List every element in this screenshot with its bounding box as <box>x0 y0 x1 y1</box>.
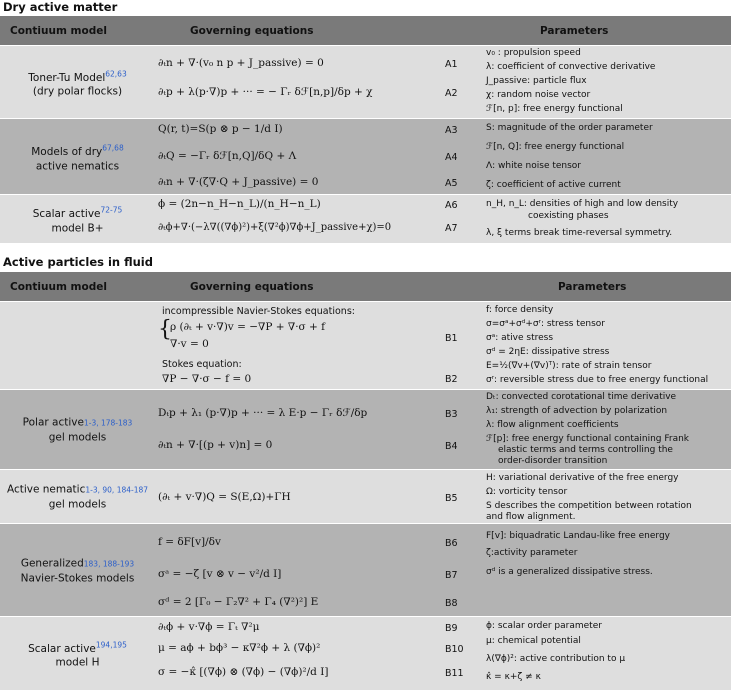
parameter: order-disorder transition <box>498 456 608 466</box>
equation-label: A3 <box>445 125 458 136</box>
parameter: coexisting phases <box>528 211 609 221</box>
parameter: v₀ : propulsion speed <box>486 48 581 58</box>
equation-label: A2 <box>445 88 458 99</box>
equation: { ρ (∂ₜ + v·∇)v = −∇P + ∇·σ + f <box>158 317 326 342</box>
parameter: Dₜ: convected corotational time derivative <box>486 392 677 402</box>
model-name: Polar active1-3, 178-183 gel models <box>22 416 133 444</box>
parameter: n_H, n_L: densities of high and low density <box>486 199 679 209</box>
parameter: S describes the competition between rotation <box>486 501 692 511</box>
equation-label: A5 <box>445 178 458 189</box>
parameter: λ: coefficient of convective derivative <box>486 62 656 72</box>
parameter: H: variational derivative of the free energy <box>486 473 679 483</box>
equation-caption: incompressible Navier-Stokes equations: <box>162 306 355 317</box>
equation: ∂ₜϕ + v·∇ϕ = Γₜ ∇²μ <box>158 621 260 633</box>
section-title-dry: Dry active matter <box>3 0 118 14</box>
equation-label: B10 <box>445 644 464 655</box>
table-row <box>0 118 731 195</box>
parameter: ϕ: scalar order parameter <box>486 621 602 631</box>
equation-label: B7 <box>445 570 458 581</box>
header-model: Contiuum model <box>10 24 107 37</box>
table-row <box>0 523 731 617</box>
parameter: elastic terms and terms controlling the <box>498 445 673 455</box>
equation: Dₜp + λ₁ (p·∇)p + ··· = λ E·p − Γᵣ δℱ/δp <box>158 407 368 419</box>
header-model: Contiuum model <box>10 280 107 293</box>
section-title-fluid: Active particles in fluid <box>3 255 153 269</box>
equation: ∇·v = 0 <box>170 338 209 350</box>
equation-label: B8 <box>445 598 458 609</box>
table-row <box>0 469 731 524</box>
parameter: σʳ: reversible stress due to free energy functional <box>486 375 709 385</box>
model-name: Scalar active$^{194,195}$ model H <box>28 639 127 669</box>
parameter: Ω: vorticity tensor <box>486 487 568 497</box>
equation-label: A4 <box>445 152 458 163</box>
equation: ϕ = (2n−n_H−n_L)/(n_H−n_L) <box>158 198 321 210</box>
parameter: κ̂ = κ+ζ ≠ κ <box>486 672 541 682</box>
header-parameters: Parameters <box>558 280 627 293</box>
equation-label: B3 <box>445 409 458 420</box>
parameter: and flow alignment. <box>486 512 576 522</box>
parameter: μ: chemical potential <box>486 636 581 646</box>
equation-label: B1 <box>445 333 458 344</box>
parameter: λ(∇ϕ)²: active contribution to μ <box>486 654 626 664</box>
parameter: ζ: coefficient of active current <box>486 180 621 190</box>
model-name: Active nematic1-3, 90, 184-187 gel models <box>6 483 149 511</box>
equation: ∂ₜϕ+∇·(−λ∇((∇ϕ)²)+ξ(∇²ϕ)∇ϕ+J_passive+χ)=0 <box>158 222 392 233</box>
equation-label: A6 <box>445 200 458 211</box>
table-row <box>0 389 731 470</box>
parameter: σᵃ: ative stress <box>486 333 554 343</box>
model-name: Toner-Tu Model$^{62,63}$ (dry polar flocks) <box>28 68 127 98</box>
parameter: E=½(∇v+(∇v)ᵀ): rate of strain tensor <box>486 361 652 371</box>
model-name: Generalized183, 188-193 Navier-Stokes models <box>20 557 135 584</box>
parameter: f: force density <box>486 305 554 315</box>
model-name: Models of dry$^{67,68}$ active nematics <box>31 143 124 172</box>
equation: ∂ₜn + ∇·(ζ∇·Q + J_passive) = 0 <box>158 176 319 188</box>
parameter: λ: flow alignment coefficients <box>486 420 619 430</box>
parameter: Λ: white noise tensor <box>486 161 582 171</box>
equation: ∂ₜp + λ(p·∇)p + ··· = − Γᵣ δℱ[n,p]/δp + χ <box>158 86 373 98</box>
parameter: λ, ξ terms break time-reversal symmetry. <box>486 228 673 238</box>
header-parameters: Parameters <box>540 24 609 37</box>
equation-label: A7 <box>445 223 458 234</box>
parameter: J_passive: particle flux <box>486 76 587 86</box>
header-equations: Governing equations <box>190 24 314 37</box>
table-row <box>0 616 731 690</box>
parameter: σᵈ is a generalized dissipative stress. <box>486 567 653 577</box>
equation: ∂ₜn + ∇·(v₀ n p + J_passive) = 0 <box>158 57 324 69</box>
model-name: Scalar active$^{72-75}$ model B+ <box>32 205 123 234</box>
parameter: λ₁: strength of advection by polarization <box>486 406 668 416</box>
equation-label: B9 <box>445 623 458 634</box>
equation-label: B2 <box>445 374 458 385</box>
table-row <box>0 301 731 390</box>
parameter: χ: random noise vector <box>486 90 591 100</box>
equation: f = δF[v]/δv <box>158 536 221 548</box>
equation-label: A1 <box>445 59 458 70</box>
equation: σᵃ = −ζ [v ⊗ v − v²/d I] <box>158 568 282 580</box>
equation-label: B4 <box>445 441 458 452</box>
table-row <box>0 45 731 119</box>
header-equations: Governing equations <box>190 280 314 293</box>
parameter: S: magnitude of the order parameter <box>486 123 653 133</box>
equation-label: B11 <box>445 668 464 679</box>
parameter: ζ:activity parameter <box>486 548 578 558</box>
table-header-dry <box>0 16 731 45</box>
equation-label: B6 <box>445 538 458 549</box>
parameter: ℱ[n, Q]: free energy functional <box>486 142 625 152</box>
equation: ∇P − ∇·σ − f = 0 <box>162 373 252 385</box>
equation: σᵈ = 2 [Γ₀ − Γ₂∇² + Γ₄ (∇²)²] E <box>158 596 319 608</box>
parameter: ℱ[n, p]: free energy functional <box>486 104 623 114</box>
parameter: σᵈ = 2ηE: dissipative stress <box>486 347 610 357</box>
parameter: F[v]: biquadratic Landau-like free energy <box>486 531 670 541</box>
table-row <box>0 194 731 243</box>
equation: ∂ₜQ = −Γᵣ δℱ[n,Q]/δQ + Λ <box>158 150 297 162</box>
parameter: σ=σᵃ+σᵈ+σʳ: stress tensor <box>486 319 605 329</box>
table-header-fluid <box>0 272 731 301</box>
equation: ∂ₜn + ∇·[(p + v)n] = 0 <box>158 439 273 451</box>
equation-label: B5 <box>445 493 458 504</box>
equation: σ = −κ̂ [(∇ϕ) ⊗ (∇ϕ) − (∇ϕ)²/d I] <box>158 666 329 678</box>
equation-caption: Stokes equation: <box>162 359 242 370</box>
parameter: ℱ[p]: free energy functional containing Frank <box>486 434 690 444</box>
equation: μ = aϕ + bϕ³ − κ∇²ϕ + λ (∇ϕ)² <box>158 642 321 654</box>
equation: Q(r, t)=S(p ⊗ p − 1/d I) <box>158 123 283 135</box>
equation: (∂ₜ + v·∇)Q = S(E,Ω)+ΓH <box>158 491 291 503</box>
